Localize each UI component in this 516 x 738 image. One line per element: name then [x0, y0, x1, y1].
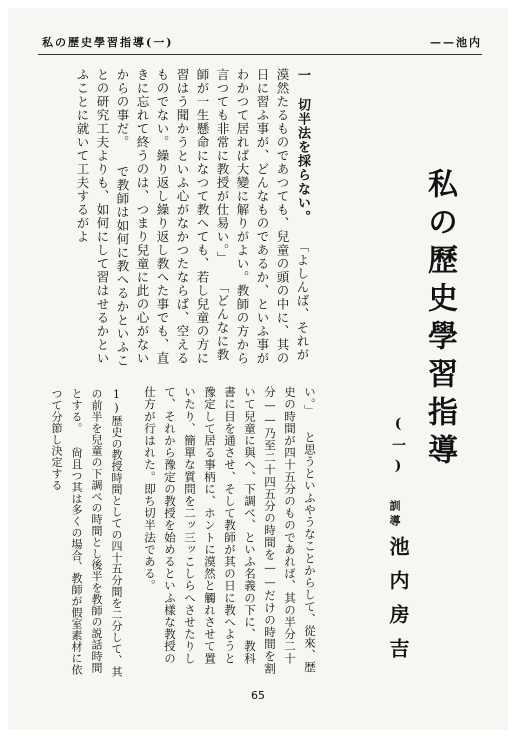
paragraph-2: 「どんなに教師が一生懸命になつて教へても、若し兒童の方に習はう聞かうといふ心がなかつたならば、空えるものでない。繰り返し繰り返し教へた事でも、直きに忘れて終うのは、つまり兒童に此の心がないからの事だ。	[115, 68, 230, 365]
author-block	[384, 416, 412, 672]
header-rule	[38, 54, 482, 55]
article-title: 私の歷史學習指導	[422, 168, 457, 472]
author-role: 訓導	[388, 500, 401, 530]
running-head-author: ——池内	[430, 36, 482, 49]
running-head	[42, 34, 482, 50]
note-2: 尙且つ其は多くの場合、教師が假室素材に依つて分節し決定する	[50, 388, 83, 676]
section-heading: 一 切半法を採らない。	[295, 68, 310, 224]
page-number: 65	[251, 689, 265, 702]
lower-paragraph-1: い。」	[303, 386, 317, 417]
journal-page	[8, 8, 508, 730]
lower-paragraph-2: と思うといふやうなことからして、從來、歴史の時間が四十五分のものであれば、其の半分二十分——乃至二十四五分の時間を——だけの時間を割いて兒童に與へ、下調べ、といふ名義の下に、教科書に目を通させ、そして教師が其の日に教へようと豫定して居る事柄に、ホントに漠然と觸れさせて置いたり、簡單な質問を二ッ三ッこしらへさせたりして、それから豫定の教授を始めるといふ樣な教授の仕方が行はれた。即ち切半法である。	[143, 386, 317, 675]
running-head-title: 私の歷史學習指導(一)	[42, 36, 174, 49]
part-number: (一)	[390, 416, 406, 480]
author-name: 池内房吉	[386, 536, 410, 672]
paragraph-3: で教師は如何に教へるかといふことの研究工夫よりも、如何にして習はせるかといふことに就いて工夫するがよ	[75, 68, 130, 368]
note-1: 1)歴史の教授時間としての四十五分間を二分して、其の前半を兒童の下調べの時間とし後半を教師の説話時間とする。	[70, 388, 123, 677]
upper-body-text	[72, 68, 312, 373]
paragraph-1: 「よしんば、それが漠然たるものであつても、兒童の頭の中に、其の日に習ふ事が、どんなものであるか、といふ事がわかつて居れば大變に解りがよい。教師の方から言つても非常に教授が仕易い。」	[215, 68, 310, 365]
footnotes	[46, 388, 126, 678]
lower-body-text	[140, 386, 320, 676]
